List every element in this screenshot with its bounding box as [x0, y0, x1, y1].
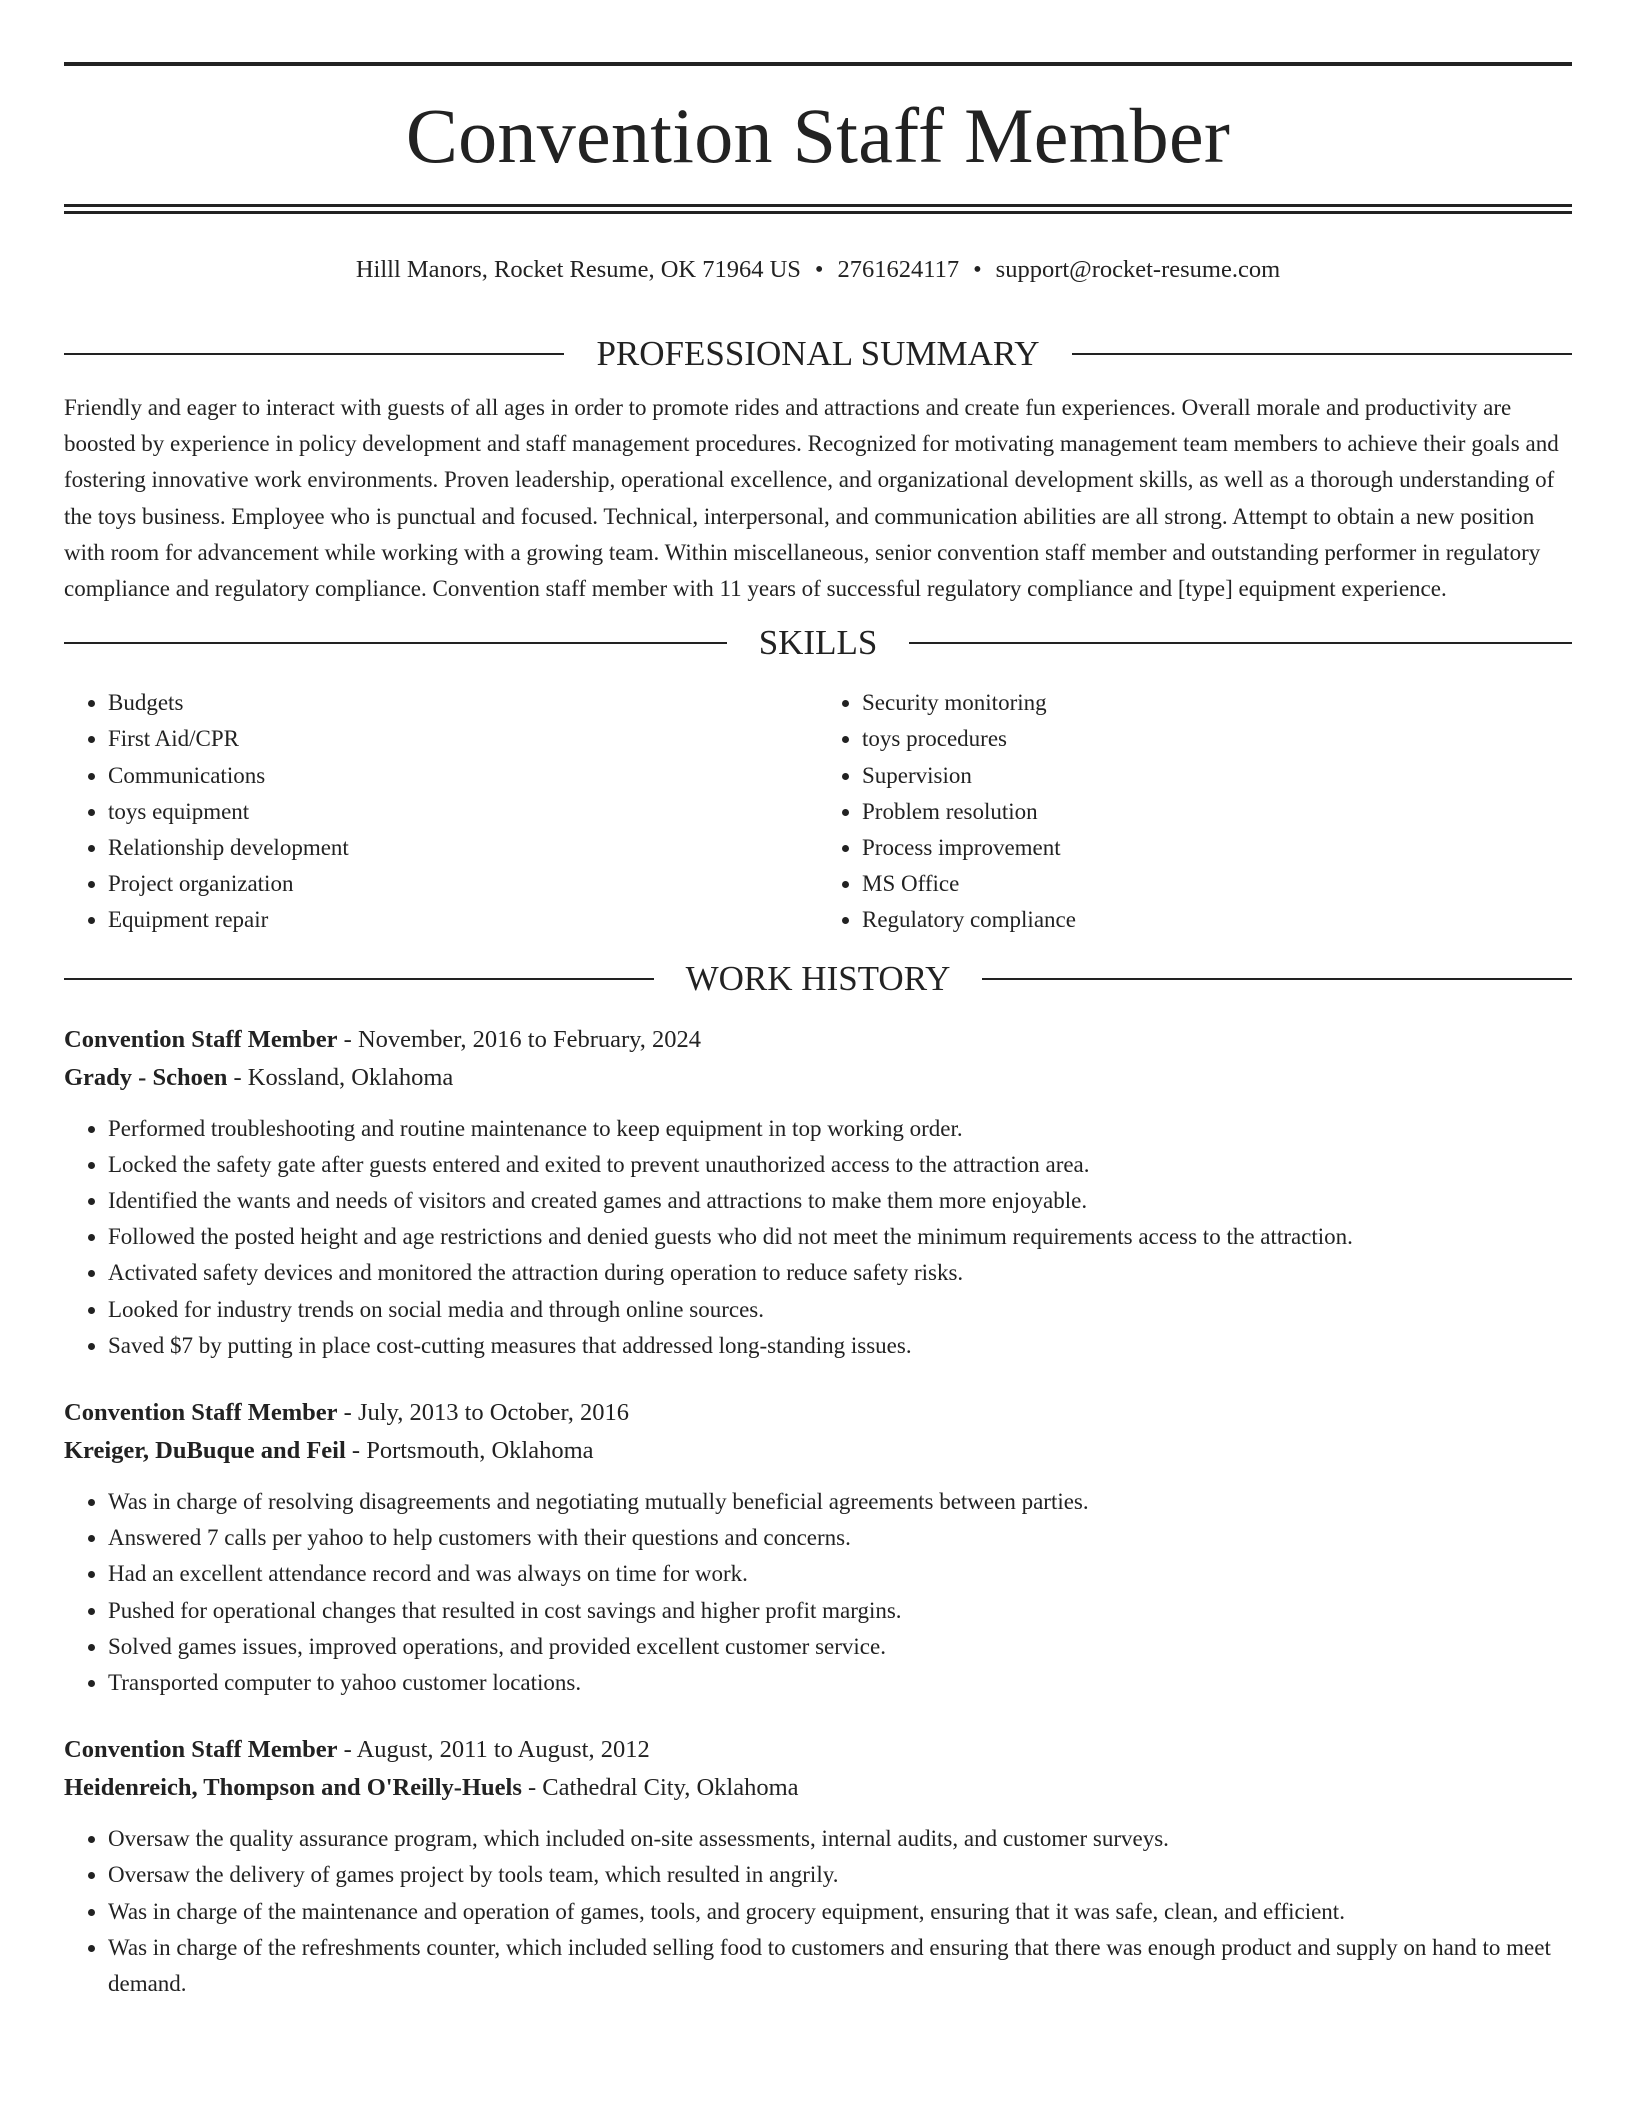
job-entry — [64, 1394, 1572, 1701]
skill-item: • MS Office — [862, 866, 1572, 902]
job-company: Heidenreich, Thompson and O'Reilly-Huels — [64, 1774, 522, 1802]
skills-heading: SKILLS — [758, 623, 878, 663]
job-title-line — [64, 1394, 1572, 1432]
contact-phone: 2761624117 — [837, 256, 960, 283]
job-bullet: • Solved games issues, improved operations, and provided excellent customer service. — [108, 1629, 1572, 1665]
work-heading: WORK HISTORY — [685, 958, 951, 998]
job-company: Grady - Schoen — [64, 1063, 228, 1091]
contact-email: support@rocket-resume.com — [995, 256, 1281, 283]
name-double-rule — [64, 204, 1572, 214]
job-entry — [64, 1731, 1572, 2002]
job-location: - Kossland, Oklahoma — [227, 1063, 454, 1091]
job-dates: - July, 2013 to October, 2016 — [337, 1399, 629, 1427]
skill-item: • toys equipment — [108, 794, 818, 830]
section-rule — [64, 353, 564, 355]
section-rule — [64, 642, 727, 644]
contact-address: Hilll Manors, Rocket Resume, OK 71964 US — [355, 256, 801, 283]
skill-item: • Equipment repair — [108, 902, 818, 938]
job-entry — [64, 1021, 1572, 1364]
job-location: - Cathedral City, Oklahoma — [521, 1774, 799, 1802]
summary-text: Friendly and eager to interact with guests of all ages in order to promote rides and attractions and create fun experiences. Overall morale and productivity are boosted by experience in policy development and staff management procedures. Recognized for motivating management team members to achieve their goals and fostering innovative work environments. Proven leadership, operational excellence, and organizational development skills, as well as a thorough understanding of the toys business. Employee who is punctual and focused. Technical, interpersonal, and communication abilities are all strong. Attempt to obtain a new position with room for advancement while working with a growing team. Within miscellaneous, senior convention staff member and outstanding performer in regulatory compliance and regulatory compliance. Convention staff member with 11 years of successful regulatory compliance and [type] equipment experience. — [64, 395, 1559, 602]
resume-page — [64, 62, 1572, 2002]
skill-item: • toys procedures — [862, 721, 1572, 757]
job-location: - Portsmouth, Oklahoma — [345, 1437, 594, 1465]
skill-item: • Supervision — [862, 758, 1572, 794]
job-title: Convention Staff Member — [64, 1736, 338, 1764]
section-rule — [909, 642, 1572, 644]
job-bullets — [64, 1484, 1572, 1701]
skill-item: • Budgets — [108, 685, 818, 721]
summary-heading: PROFESSIONAL SUMMARY — [596, 334, 1040, 373]
job-bullet: • Identified the wants and needs of visitors and created games and attractions to make them more enjoyable. — [108, 1183, 1572, 1219]
job-bullet: • Activated safety devices and monitored the attraction during operation to reduce safety risks. — [108, 1255, 1572, 1291]
job-bullet: • Transported computer to yahoo customer locations. — [108, 1665, 1572, 1701]
skill-item: • First Aid/CPR — [108, 721, 818, 757]
skill-item: • Problem resolution — [862, 794, 1572, 830]
job-bullet: • Looked for industry trends on social media and through online sources. — [108, 1292, 1572, 1328]
skill-item: • Security monitoring — [862, 685, 1572, 721]
job-dates: - August, 2011 to August, 2012 — [337, 1736, 650, 1764]
job-title: Convention Staff Member — [64, 1399, 338, 1427]
work-section-header — [64, 959, 1572, 999]
job-bullet: • Oversaw the quality assurance program, which included on-site assessments, internal audits, and customer surveys. — [108, 1821, 1572, 1857]
job-title-line — [64, 1731, 1572, 1769]
skill-item: • Relationship development — [108, 830, 818, 866]
job-company-line — [64, 1432, 1572, 1470]
skills-column-left — [64, 685, 818, 938]
skill-item: • Process improvement — [862, 830, 1572, 866]
job-company-line — [64, 1769, 1572, 1807]
skills-list — [64, 685, 1572, 938]
job-bullet: • Pushed for operational changes that resulted in cost savings and higher profit margins. — [108, 1593, 1572, 1629]
contact-separator: • — [973, 256, 982, 283]
job-bullet: • Locked the safety gate after guests entered and exited to prevent unauthorized access to the attraction area. — [108, 1147, 1572, 1183]
job-company: Kreiger, DuBuque and Feil — [64, 1437, 346, 1465]
skills-section-header — [64, 623, 1572, 663]
section-rule — [1072, 353, 1572, 355]
job-bullet: • Followed the posted height and age restrictions and denied guests who did not meet the minimum requirements access to the attraction. — [108, 1219, 1572, 1255]
job-title-line — [64, 1021, 1572, 1059]
summary-section-header — [64, 334, 1572, 374]
candidate-name: Convention Staff Member — [405, 92, 1231, 179]
job-bullet: • Saved $7 by putting in place cost-cutting measures that addressed long-standing issues. — [108, 1328, 1572, 1364]
job-bullet: • Answered 7 calls per yahoo to help customers with their questions and concerns. — [108, 1520, 1572, 1556]
section-rule — [64, 978, 654, 980]
section-rule — [982, 978, 1572, 980]
job-bullet: • Oversaw the delivery of games project by tools team, which resulted in angrily. — [108, 1857, 1572, 1893]
job-bullets — [64, 1821, 1572, 2002]
job-bullet: • Was in charge of the maintenance and operation of games, tools, and grocery equipment, ensuring that it was safe, clean, and efficient. — [108, 1894, 1572, 1930]
job-dates: - November, 2016 to February, 2024 — [337, 1025, 702, 1053]
skill-item: • Communications — [108, 758, 818, 794]
job-title: Convention Staff Member — [64, 1025, 338, 1053]
job-bullets — [64, 1111, 1572, 1364]
job-bullet: • Had an excellent attendance record and was always on time for work. — [108, 1556, 1572, 1592]
contact-line — [64, 252, 1572, 288]
skill-item: • Project organization — [108, 866, 818, 902]
job-bullet: • Was in charge of resolving disagreements and negotiating mutually beneficial agreements between parties. — [108, 1484, 1572, 1520]
job-company-line — [64, 1059, 1572, 1097]
job-bullet: • Performed troubleshooting and routine maintenance to keep equipment in top working order. — [108, 1111, 1572, 1147]
skills-column-right — [818, 685, 1572, 938]
job-bullet: • Was in charge of the refreshments counter, which included selling food to customers and ensuring that there was enough product and supply on hand to meet demand. — [108, 1930, 1572, 2002]
skill-item: • Regulatory compliance — [862, 902, 1572, 938]
contact-separator: • — [814, 256, 824, 283]
